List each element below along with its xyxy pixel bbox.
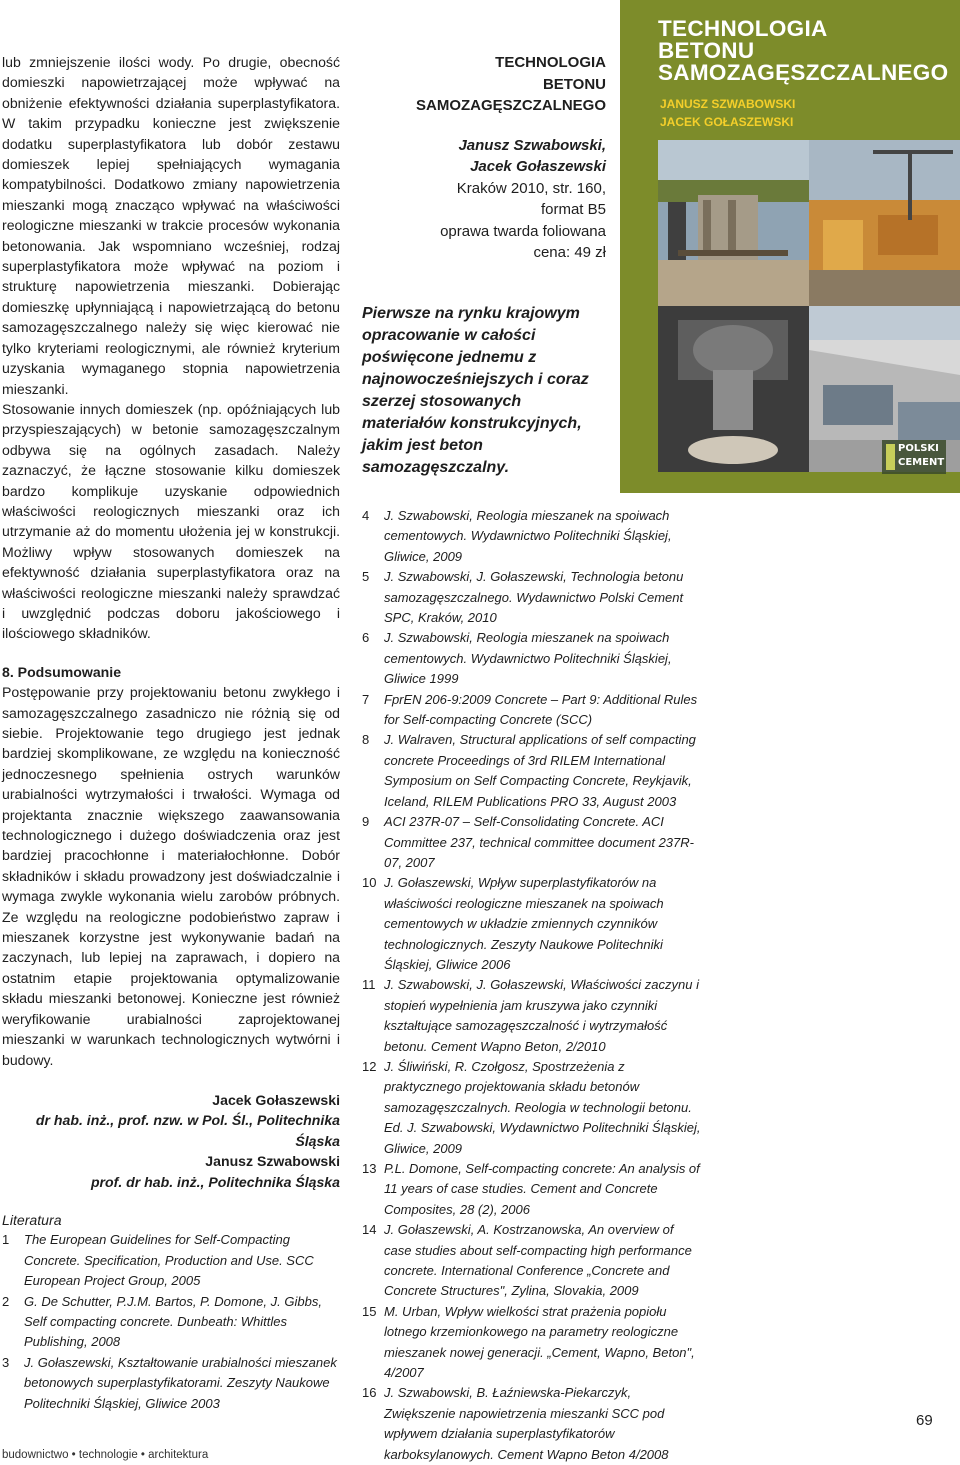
reference-number: 1 (2, 1232, 10, 1248)
reference-text: J. Szwabowski, Reologia mieszanek na spoiwach cementowych. Wydawnictwo Politechniki Śląskiej, Gliwice, 2009 (384, 508, 672, 564)
reference-item (362, 1057, 702, 1159)
reference-text: J. Szwabowski, Reologia mieszanek na spoiwach cementowych. Wydawnictwo Politechniki Śląskiej, Gliwice 1999 (384, 630, 672, 687)
reference-text: J. Gołaszewski, Wpływ superplastyfikatorów na właściwości reologiczne mieszanek na spoiwach cementowych w układzie zmiennych czynników technologicznych. Zeszyty Naukowe Politechniki Śląskiej, Gliwice 2006 (384, 875, 664, 972)
book-title-line: BETONU (542, 75, 606, 93)
reference-number: 9 (362, 814, 370, 830)
section-heading: 8. Podsumowanie (2, 663, 122, 680)
reference-item (362, 628, 702, 689)
reference-text: J. Szwabowski, J. Gołaszewski, Technologia betonu samozagęszczalnego. Wydawnictwo Polski Cement SPC, Kraków, 2010 (384, 569, 684, 626)
reference-list-continued (362, 506, 702, 1465)
reference-text: J. Szwabowski, B. Łaźniewska-Piekarczyk, Zwiększenie napowietrzenia mieszanki SCC pod wpływem działania superplastyfikatorów karboksylanowych. Cement Wapno Beton 4/2008 (384, 1385, 669, 1462)
logo-line: CEMENT (898, 457, 945, 468)
logo-line: POLSKI (898, 443, 939, 454)
literature-heading: Literatura (2, 1211, 62, 1228)
book-title-line: SAMOZAGĘSZCZALNEGO (416, 97, 606, 114)
cover-author: JACEK GOŁASZEWSKI (660, 115, 794, 129)
book-details (360, 178, 606, 264)
cover-authors (660, 95, 795, 131)
reference-item (362, 567, 702, 628)
reference-item (362, 1159, 702, 1220)
reference-text: J. Śliwiński, R. Czołgosz, Spostrzeżenia z praktycznego projektowania składu betonów samozagęszczalnych. Reologia w technologii betonu. Ed. J. Szwabowski, Wydawnictwo Politechniki Śląskiej, Gliwice, 2009 (384, 1058, 701, 1156)
reference-text: The European Guidelines for Self-Compacting Concrete. Specification, Production and Use. SCC European Project Group, 2005 (24, 1232, 314, 1289)
reference-item (2, 1292, 340, 1353)
reference-item (362, 690, 702, 731)
author-affiliation: prof. dr hab. inż., Politechnika Śląska (90, 1173, 340, 1190)
book-title-line: TECHNOLOGIA (495, 54, 606, 71)
reference-text: ACI 237R-07 – Self-Consolidating Concrete. ACI Committee 237, technical committee document 237R-07, 2007 (384, 814, 694, 870)
page-number: 69 (916, 1412, 933, 1429)
reference-text: J. Gołaszewski, A. Kostrzanowska, An overview of case studies about self-compacting high performance concrete. International Conference „Concrete and Concrete Structures", Zylina, Slovakia, 2009 (384, 1222, 692, 1299)
reference-list (2, 1230, 340, 1414)
article-paragraph: Stosowanie innych domieszek (np. opóźniających lub przyspieszających) w betonie samozagęszczalnym odbywa się na ogólnych zasadach. Należy zaznaczyć, że łączne stosowanie kilku domieszek bardzo komplikuje uzyskanie odpowiednich właściwości reologicznych mieszanki oraz ich utrzymanie aż do momentu ułożenia jej w konstrukcji. Możliwy wpływ stosowanych domieszek na efektywność działania superplastyfikatora oraz na właściwości reologiczne mieszanki należy sprawdzać i uwzględnić podczas doboru jakościowego i ilościowego składników. (2, 400, 340, 642)
cover-photo-collage (658, 140, 960, 472)
book-title (360, 52, 606, 117)
reference-number: 14 (362, 1222, 377, 1238)
reference-item (2, 1353, 340, 1414)
book-authors (360, 135, 606, 178)
book-author: Janusz Szwabowski, (458, 136, 606, 154)
reference-item (362, 730, 702, 812)
reference-number: 3 (2, 1354, 10, 1370)
reference-text: P.L. Domone, Self-compacting concrete: An analysis of 11 years of case studies. Cement and Concrete Composites, 28 (2), 2006 (384, 1161, 700, 1217)
reference-item (362, 1302, 702, 1384)
reference-text: G. De Schutter, P.J.M. Bartos, P. Domone, J. Gibbs, Self compacting concrete. Dunbeath: Whittles Publishing, 2008 (24, 1293, 322, 1350)
author-block (2, 1090, 340, 1192)
book-tagline: Pierwsze na rynku krajowym opracowanie w całości poświęcone jednemu z najnowocześniejszych i coraz szerzej stosowanych materiałów konstrukcyjnych, jakim jest beton samozagęszczalny. (362, 305, 589, 476)
reference-number: 16 (362, 1385, 377, 1401)
reference-number: 4 (362, 508, 370, 523)
reference-text: J. Szwabowski, J. Gołaszewski, Właściwości zaczynu i stopień wypełnienia jam kruszywa jako czynniki kształtujące samozagęszczalność i wytrzymałość betonu. Cement Wapno Beton, 2/2010 (384, 977, 699, 1054)
reference-item (362, 1220, 702, 1302)
article-paragraph: lub zmniejszenie ilości wody. Po drugie, obecność domieszki napowietrzającej może wpływać na obniżenie efektywności działania superplastyfikatora. W takim przypadku konieczne jest zwiększenie dodatku superplastyfikatora lub dobór zestawu domieszek lepiej spełniających wymagania kompatybilności. Dodatkowo zmiany napowietrzenia mieszanki mogą znacząco wpływać na właściwości reologiczne mieszanki w trakcie procesów wykonania betonowania. Jak wspomniano wcześniej, rodzaj superplastyfikatora może wpływać na poziom i strukturę napowietrzenia mieszanki. Dobierając domieszkę upłynniającą i napowietrzającą do betonu samozagęszczalnego należy się więc kierować nie tylko kryteriami reologicznymi, ale również kryterium uzyskania wymaganego stopnia napowietrzenia mieszanki. (2, 54, 340, 397)
author-affiliation: dr hab. inż., prof. nzw. w Pol. Śl., Politechnika Śląska (35, 1112, 340, 1149)
reference-item (2, 1230, 340, 1291)
reference-item (362, 812, 702, 873)
reference-item (362, 506, 702, 567)
page-footer: budownictwo • technologie • architektura (2, 1449, 209, 1461)
cover-author: JANUSZ SZWABOWSKI (660, 97, 796, 111)
reference-item (362, 975, 702, 1057)
reference-number: 8 (362, 732, 370, 748)
author-name: Janusz Szwabowski (205, 1153, 340, 1170)
cover-title-line: BETONU (658, 38, 755, 63)
section-paragraph: Postępowanie przy projektowaniu betonu zwykłego i samozagęszczalnego zasadniczo nie różnią się od siebie. Projektowanie tego drugiego jest jednak bardziej skomplikowane, ze względu na konieczność jednoczesnego spełnienia ostrych warunków urabialności wytrzymałości i trwałości. Wymaga od projektanta znacznie większego zaawansowania technologicznego i dużego doświadczenia oraz jest bardziej pracochłonne i materiałochłonne. Dobór składników i składu prowadzony jest doświadczalnie i wymaga zwykle wykonania wielu zarobów próbnych. Ze względu na reologiczne podobieństwo zapraw i mieszanek korzystne jest wykonywanie badań na zaczynach, lub lepiej na zaprawach, i dopiero na ostatnim etapie projektowania optymalizowanie składu mieszanki betonowej. Konieczne jest również weryfikowanie urabialności zaprojektowanej mieszanki w warunkach technologicznych wytwórni i budowy. (2, 684, 340, 1068)
reference-text: FprEN 206-9:2009 Concrete – Part 9: Additional Rules for Self-compacting Concrete (SCC) (384, 691, 698, 728)
book-price: cena: 49 zł (533, 244, 606, 261)
author-name: Jacek Gołaszewski (212, 1091, 340, 1108)
reference-number: 13 (362, 1161, 377, 1176)
reference-item (362, 1383, 702, 1465)
logo-text (898, 442, 944, 470)
reference-text: M. Urban, Wpływ wielkości strat prażenia popiołu lotnego krzemionkowego na parametry reologiczne mieszanek nowej generacji. „Cement, Wapno, Beton", 4/2007 (384, 1303, 695, 1381)
cover-title (658, 18, 948, 84)
cover-title-line: TECHNOLOGIA (658, 16, 828, 41)
book-detail-line: oprawa twarda foliowana (440, 222, 606, 240)
reference-number: 6 (362, 630, 370, 646)
reference-item (362, 873, 702, 975)
reference-number: 11 (362, 977, 376, 993)
reference-number: 2 (2, 1293, 10, 1309)
reference-number: 12 (362, 1058, 377, 1074)
book-detail-line: Kraków 2010, str. 160, (456, 179, 606, 197)
main-article-column (2, 52, 340, 1414)
book-cover-image (620, 0, 960, 493)
reference-number: 7 (362, 691, 370, 707)
book-info-block (360, 52, 606, 264)
reference-text: J. Gołaszewski, Kształtowanie urabialności mieszanek betonowych superplastyfikatorami. Zeszyty Naukowe Politechniki Śląskiej, Gliwice 2003 (24, 1354, 337, 1411)
cover-title-line: SAMOZAGĘSZCZALNEGO (658, 60, 949, 85)
book-detail-line: format B5 (540, 201, 606, 218)
reference-number: 15 (362, 1303, 377, 1319)
reference-number: 5 (362, 569, 370, 585)
reference-number: 10 (362, 875, 377, 891)
book-author: Jacek Gołaszewski (470, 158, 606, 175)
reference-text: J. Walraven, Structural applications of self compacting concrete Proceedings of 3rd RILEM International Symposium on Self Compacting Concrete, Reykjavik, Iceland, RILEM Publications PRO 33, August 2003 (384, 732, 696, 809)
